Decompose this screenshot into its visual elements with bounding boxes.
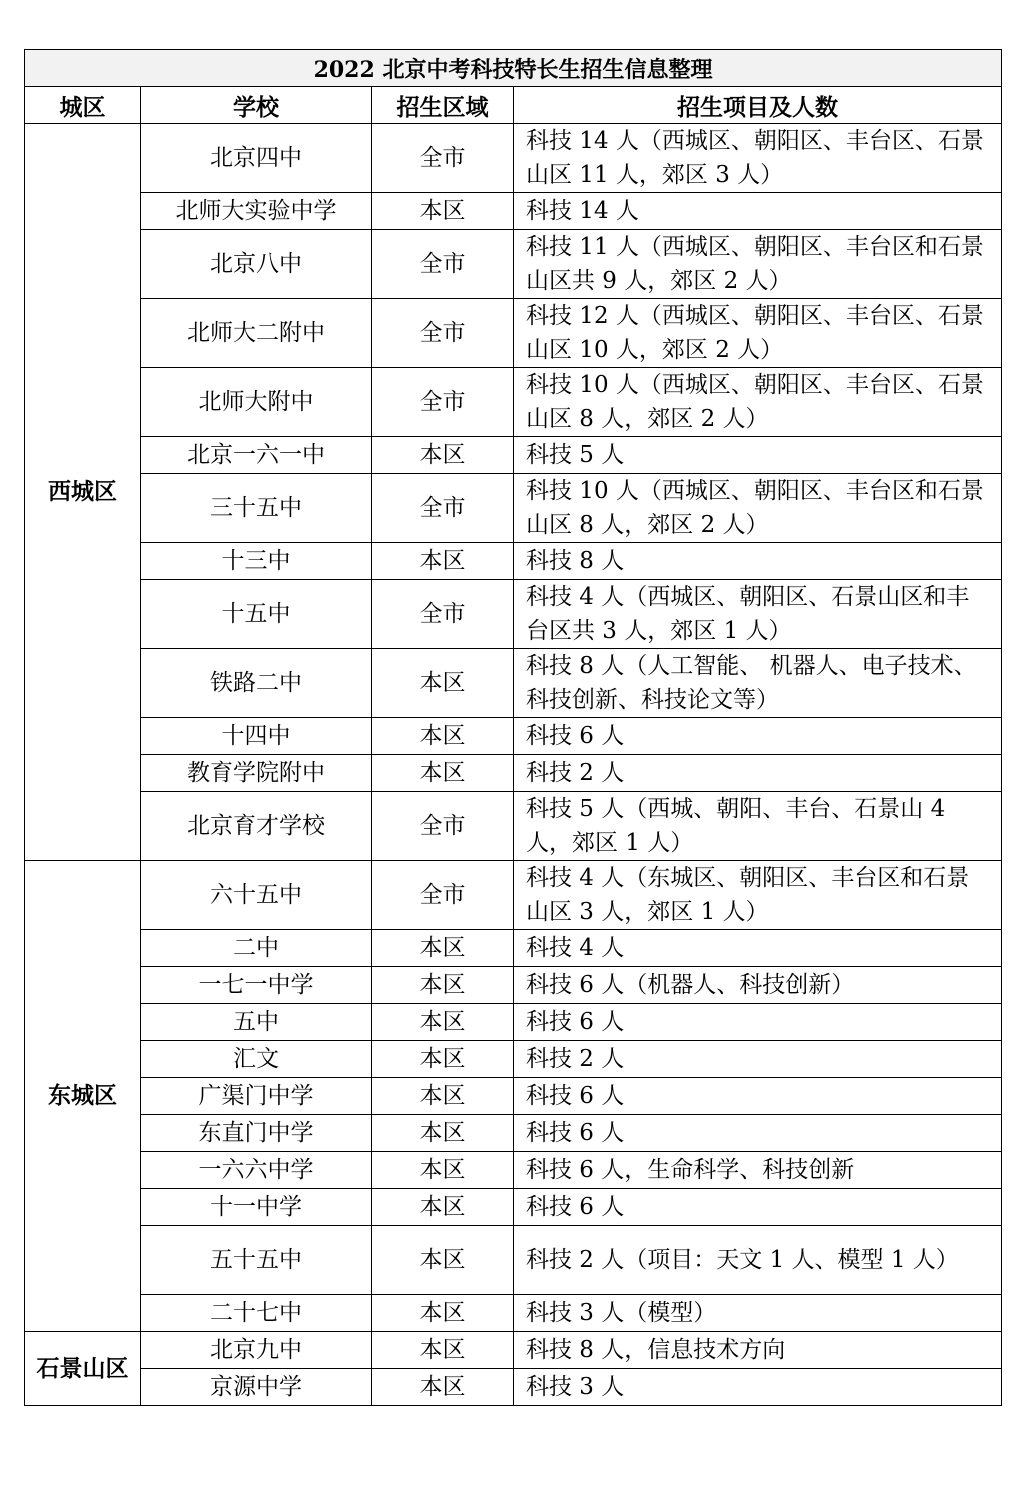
title-row xyxy=(25,50,1002,87)
info-cell: 科技 6 人 xyxy=(514,1078,1002,1115)
table-row xyxy=(25,792,1002,861)
table-row xyxy=(25,1078,1002,1115)
enrollment-table xyxy=(24,49,1002,1406)
school-cell: 三十五中 xyxy=(141,474,372,543)
header-info: 招生项目及人数 xyxy=(514,87,1002,124)
info-cell: 科技 5 人（西城、朝阳、丰台、石景山 4 人，郊区 1 人） xyxy=(514,792,1002,861)
info-cell: 科技 3 人（模型） xyxy=(514,1295,1002,1332)
area-cell: 全市 xyxy=(372,474,514,543)
info-cell: 科技 14 人（西城区、朝阳区、丰台区、石景山区 11 人，郊区 3 人） xyxy=(514,124,1002,193)
area-cell: 本区 xyxy=(372,930,514,967)
table-row xyxy=(25,861,1002,930)
area-cell: 本区 xyxy=(372,1078,514,1115)
info-cell: 科技 6 人 xyxy=(514,1115,1002,1152)
area-cell: 全市 xyxy=(372,124,514,193)
area-cell: 全市 xyxy=(372,861,514,930)
area-cell: 本区 xyxy=(372,1332,514,1369)
school-cell: 北京一六一中 xyxy=(141,437,372,474)
table-row xyxy=(25,193,1002,230)
area-cell: 本区 xyxy=(372,1226,514,1295)
table-row xyxy=(25,1152,1002,1189)
info-cell: 科技 14 人 xyxy=(514,193,1002,230)
area-cell: 本区 xyxy=(372,193,514,230)
table-row xyxy=(25,230,1002,299)
area-cell: 本区 xyxy=(372,437,514,474)
info-cell: 科技 4 人（东城区、朝阳区、丰台区和石景山区 3 人，郊区 1 人） xyxy=(514,861,1002,930)
info-cell: 科技 8 人（人工智能、 机器人、电子技术、科技创新、科技论文等） xyxy=(514,649,1002,718)
table-row xyxy=(25,967,1002,1004)
area-cell: 全市 xyxy=(372,580,514,649)
school-cell: 北京育才学校 xyxy=(141,792,372,861)
table-row xyxy=(25,1369,1002,1406)
area-cell: 全市 xyxy=(372,368,514,437)
area-cell: 本区 xyxy=(372,649,514,718)
school-cell: 一六六中学 xyxy=(141,1152,372,1189)
area-cell: 本区 xyxy=(372,1295,514,1332)
table-row xyxy=(25,368,1002,437)
school-cell: 北师大实验中学 xyxy=(141,193,372,230)
school-cell: 北师大二附中 xyxy=(141,299,372,368)
school-cell: 二十七中 xyxy=(141,1295,372,1332)
area-cell: 本区 xyxy=(372,755,514,792)
info-cell: 科技 11 人（西城区、朝阳区、丰台区和石景山区共 9 人，郊区 2 人） xyxy=(514,230,1002,299)
school-cell: 广渠门中学 xyxy=(141,1078,372,1115)
table-row xyxy=(25,755,1002,792)
table-title: 2022 北京中考科技特长生招生信息整理 xyxy=(25,50,1002,87)
school-cell: 一七一中学 xyxy=(141,967,372,1004)
school-cell: 十一中学 xyxy=(141,1189,372,1226)
table-row xyxy=(25,124,1002,193)
school-cell: 东直门中学 xyxy=(141,1115,372,1152)
area-cell: 全市 xyxy=(372,299,514,368)
school-cell: 京源中学 xyxy=(141,1369,372,1406)
table-row xyxy=(25,718,1002,755)
school-cell: 教育学院附中 xyxy=(141,755,372,792)
school-cell: 北京九中 xyxy=(141,1332,372,1369)
header-area: 招生区域 xyxy=(372,87,514,124)
district-cell: 东城区 xyxy=(25,861,141,1332)
table-row xyxy=(25,1226,1002,1295)
school-cell: 十五中 xyxy=(141,580,372,649)
school-cell: 北京八中 xyxy=(141,230,372,299)
table-row xyxy=(25,1115,1002,1152)
table-row xyxy=(25,580,1002,649)
table-row xyxy=(25,1332,1002,1369)
table-row xyxy=(25,1295,1002,1332)
header-school: 学校 xyxy=(141,87,372,124)
info-cell: 科技 6 人（机器人、科技创新） xyxy=(514,967,1002,1004)
info-cell: 科技 4 人（西城区、朝阳区、石景山区和丰台区共 3 人，郊区 1 人） xyxy=(514,580,1002,649)
area-cell: 本区 xyxy=(372,967,514,1004)
info-cell: 科技 3 人 xyxy=(514,1369,1002,1406)
area-cell: 本区 xyxy=(372,1189,514,1226)
area-cell: 本区 xyxy=(372,1004,514,1041)
table-row xyxy=(25,437,1002,474)
school-cell: 十四中 xyxy=(141,718,372,755)
info-cell: 科技 2 人（项目：天文 1 人、模型 1 人） xyxy=(514,1226,1002,1295)
info-cell: 科技 8 人，信息技术方向 xyxy=(514,1332,1002,1369)
header-row xyxy=(25,87,1002,124)
info-cell: 科技 2 人 xyxy=(514,1041,1002,1078)
school-cell: 二中 xyxy=(141,930,372,967)
area-cell: 本区 xyxy=(372,1369,514,1406)
info-cell: 科技 10 人（西城区、朝阳区、丰台区、石景山区 8 人，郊区 2 人） xyxy=(514,368,1002,437)
area-cell: 本区 xyxy=(372,1115,514,1152)
school-cell: 北京四中 xyxy=(141,124,372,193)
area-cell: 本区 xyxy=(372,543,514,580)
school-cell: 汇文 xyxy=(141,1041,372,1078)
district-cell: 西城区 xyxy=(25,124,141,861)
district-cell: 石景山区 xyxy=(25,1332,141,1406)
area-cell: 本区 xyxy=(372,1152,514,1189)
table-row xyxy=(25,543,1002,580)
info-cell: 科技 6 人 xyxy=(514,718,1002,755)
table-row xyxy=(25,474,1002,543)
table-row xyxy=(25,930,1002,967)
school-cell: 铁路二中 xyxy=(141,649,372,718)
table-row xyxy=(25,649,1002,718)
table-row xyxy=(25,299,1002,368)
area-cell: 全市 xyxy=(372,792,514,861)
area-cell: 本区 xyxy=(372,1041,514,1078)
school-cell: 十三中 xyxy=(141,543,372,580)
info-cell: 科技 12 人（西城区、朝阳区、丰台区、石景山区 10 人，郊区 2 人） xyxy=(514,299,1002,368)
school-cell: 北师大附中 xyxy=(141,368,372,437)
header-district: 城区 xyxy=(25,87,141,124)
info-cell: 科技 6 人 xyxy=(514,1189,1002,1226)
info-cell: 科技 5 人 xyxy=(514,437,1002,474)
info-cell: 科技 6 人，生命科学、科技创新 xyxy=(514,1152,1002,1189)
school-cell: 六十五中 xyxy=(141,861,372,930)
school-cell: 五十五中 xyxy=(141,1226,372,1295)
school-cell: 五中 xyxy=(141,1004,372,1041)
table-row xyxy=(25,1004,1002,1041)
table-row xyxy=(25,1189,1002,1226)
info-cell: 科技 10 人（西城区、朝阳区、丰台区和石景山区 8 人，郊区 2 人） xyxy=(514,474,1002,543)
area-cell: 本区 xyxy=(372,718,514,755)
info-cell: 科技 2 人 xyxy=(514,755,1002,792)
area-cell: 全市 xyxy=(372,230,514,299)
info-cell: 科技 8 人 xyxy=(514,543,1002,580)
info-cell: 科技 6 人 xyxy=(514,1004,1002,1041)
table-row xyxy=(25,1041,1002,1078)
info-cell: 科技 4 人 xyxy=(514,930,1002,967)
